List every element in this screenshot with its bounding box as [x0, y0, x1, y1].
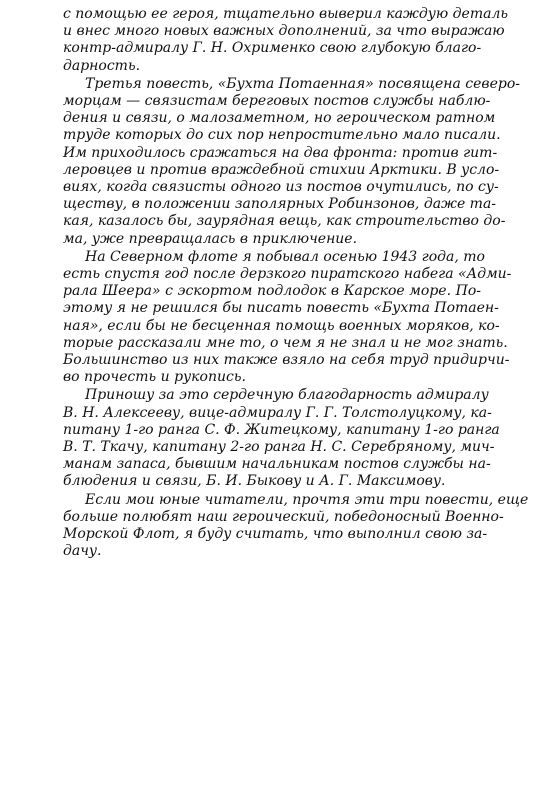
text-line: контр-адмиралу Г. Н. Охрименко свою глубокую благо-	[63, 40, 482, 57]
text-line: блюдения и связи, Б. И. Быкову и А. Г. Максимову.	[63, 473, 446, 490]
text-line: кая, казалось бы, заурядная вещь, как строительство до-	[63, 213, 506, 230]
text-line: На Северном флоте я побывал осенью 1943 года, то	[85, 248, 485, 265]
text-line: морцам — связистам береговых постов службы наблю-	[63, 93, 491, 110]
text-line: ма, уже превращалась в приключение.	[63, 230, 358, 247]
text-line: В. Т. Ткачу, капитану 2-го ранга Н. С. Серебряному, мич-	[63, 439, 495, 456]
text-line: Если мои юные читатели, прочтя эти три повести, еще	[85, 491, 529, 508]
text-line: есть спустя год после дерзкого пиратского набега «Адми-	[63, 266, 512, 283]
text-line: питану 1-го ранга С. Ф. Житецкому, капитану 1-го ранга	[63, 421, 500, 438]
text-line: манам запаса, бывшим начальникам постов службы на-	[63, 456, 491, 473]
text-line: во прочесть и рукопись.	[63, 369, 246, 386]
text-line: виях, когда связисты одного из постов очутились, по су-	[63, 179, 499, 196]
text-line: ная», если бы не бесценная помощь военных моряков, ко-	[63, 317, 500, 334]
text-line: больше полюбят наш героический, победоносный Военно-	[63, 508, 504, 525]
paragraph-closing	[63, 491, 529, 561]
text-line: Им приходилось сражаться на два фронта: против гит-	[63, 144, 498, 161]
paragraph-northern-fleet	[63, 248, 512, 387]
text-line: дарность.	[63, 57, 141, 74]
book-page	[63, 6, 529, 562]
text-line: труде которых до сих пор непростительно мало писали.	[63, 127, 501, 144]
paragraph-gratitude-officers	[63, 387, 500, 490]
text-line: дения и связи, о малозаметном, но героическом ратном	[63, 110, 496, 127]
text-line: Третья повесть, «Бухта Потаенная» посвящена северо-	[85, 75, 520, 92]
text-line: дачу.	[63, 543, 102, 560]
text-line: и внес много новых важных дополнений, за что выражаю	[63, 23, 505, 40]
text-line: Морской Флот, я буду считать, что выполнил свою за-	[63, 526, 488, 543]
paragraph-acknowledgement-okhrimenko	[63, 6, 508, 75]
text-line: Приношу за это сердечную благодарность адмиралу	[85, 387, 489, 404]
paragraph-third-story	[63, 75, 520, 248]
text-line: рала Шеера» с эскортом подлодок в Карское море. По-	[63, 283, 481, 300]
text-line: с помощью ее героя, тщательно выверил каждую деталь	[63, 6, 508, 22]
text-line: торые рассказали мне то, о чем я не знал и не мог знать.	[63, 334, 508, 351]
text-line: ществу, в положении заполярных Робинзонов, даже та-	[63, 196, 497, 213]
text-line: леровцев и против враждебной стихии Арктики. В усло-	[63, 161, 500, 178]
text-line: этому я не решился бы писать повесть «Бухта Потаен-	[63, 300, 499, 317]
text-line: В. Н. Алексееву, вице-адмиралу Г. Г. Толстолуцкому, ка-	[63, 404, 492, 421]
text-line: Большинство из них также взяло на себя труд придирчи-	[63, 352, 510, 369]
